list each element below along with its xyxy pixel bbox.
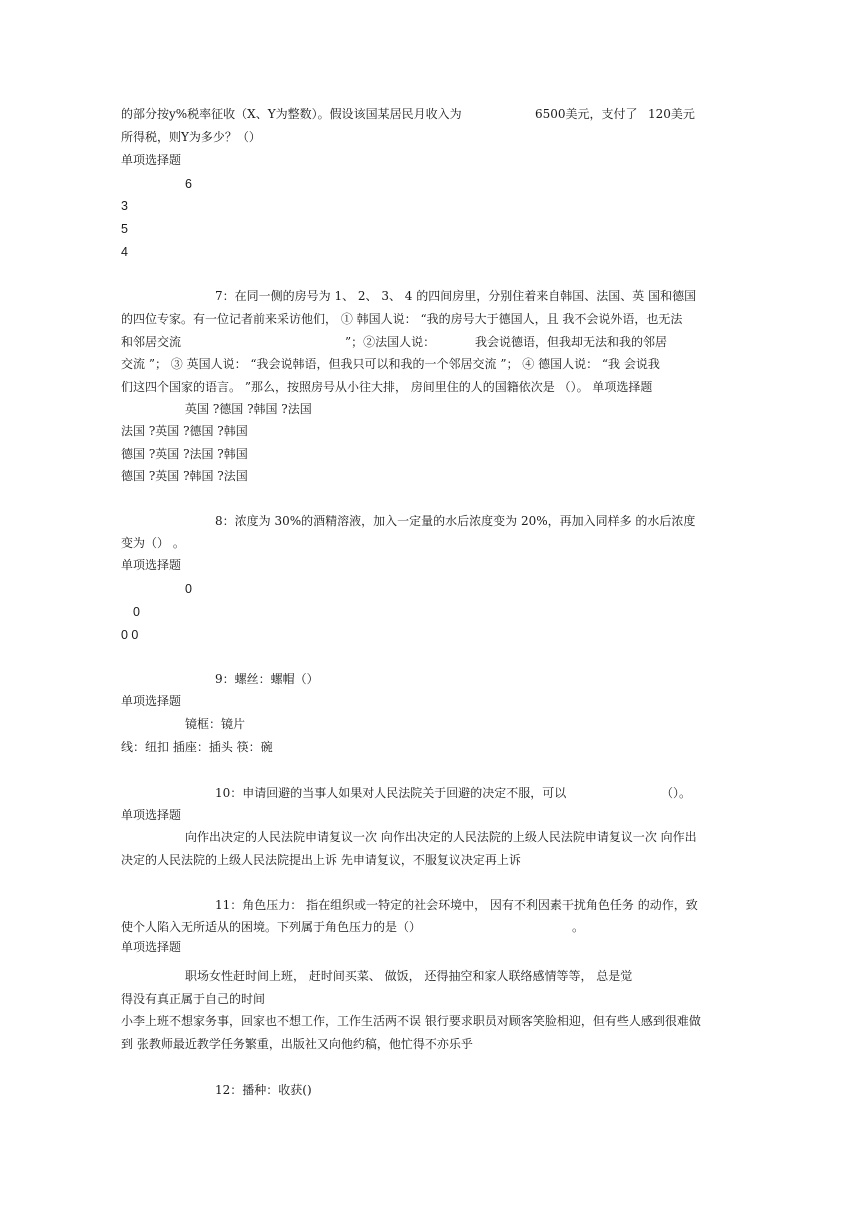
q10-options-line1: 向作出决定的人民法院申请复议一次 向作出决定的人民法院的上级人民法院申请复议一次 向作出 — [185, 830, 697, 844]
q11-text-line2b: 。 — [572, 920, 585, 934]
q6-question-type: 单项选择题 — [121, 153, 182, 167]
q7-option: 法国 ?英国 ?德国 ?韩国 — [121, 424, 248, 438]
q10-question-type: 单项选择题 — [121, 808, 182, 822]
q9-question-type: 单项选择题 — [121, 694, 182, 708]
q7-option: 英国 ?德国 ?韩国 ?法国 — [185, 402, 312, 416]
q8-option: 0 — [133, 605, 140, 619]
q6-text-line2: 所得税，则Y为多少？（） — [121, 130, 261, 144]
q7-text-line3c: 我会说德语，但我却无法和我的邻居 — [475, 335, 668, 349]
q7-text-line4: 交流 ”； ③ 英国人说： “我会说韩语，但我只可以和我的一个邻居交流 ”； ④ 德国人说： “我 会说我 — [121, 357, 660, 371]
q11-options-line2: 得没有真正属于自己的时间 — [121, 992, 266, 1006]
q10-text-line1b: （）。 — [661, 786, 692, 800]
q7-text-line2: 的四位专家。有一位记者前来采访他们， ① 韩国人说： “我的房号大于德国人，且 我不会说外语，也无法 — [121, 312, 683, 326]
q11-options-line1: 职场女性赶时间上班， 赶时间买菜、 做饭， 还得抽空和家人联络感情等等， 总是觉 — [185, 969, 633, 983]
q11-question-type: 单项选择题 — [121, 940, 182, 954]
q8-question-type: 单项选择题 — [121, 558, 182, 572]
q11-text-line1: 11：角色压力： 指在组织或一特定的社会环境中， 因有不利因素干扰角色任务 的动作，致 — [215, 898, 698, 912]
q7-text-line5: 们这四个国家的语言。 ”那么，按照房号从小往大排， 房间里住的人的国籍依次是 （）。 单项选择题 — [121, 380, 653, 394]
q7-text-line1: 7：在同一侧的房号为 1、 2、 3、 4 的四间房里，分别住着来自韩国、法国、英 国和德国 — [215, 289, 697, 303]
q6-text-line1b: 6500美元，支付了 — [535, 107, 638, 121]
q6-text-line1c: 120美元 — [648, 107, 695, 121]
q6-text-line1a: 的部分按y%税率征收（X、Y为整数）。假设该国某居民月收入为 — [121, 107, 462, 121]
q6-option: 4 — [121, 245, 128, 259]
q9-option: 线：纽扣 插座：插头 筷：碗 — [121, 740, 273, 754]
q8-text-line2: 变为（） 。 — [121, 536, 185, 550]
q6-option: 5 — [121, 222, 128, 236]
q6-option: 6 — [185, 177, 192, 191]
q11-text-line2a: 使个人陷入无所适从的困境。下列属于角色压力的是（） — [121, 920, 422, 934]
q8-option: 0 — [185, 582, 192, 596]
q11-options-line3: 小李上班不想家务事，回家也不想工作，工作生活两不误 银行要求职员对顾客笑脸相迎，但有些人感到很难做 — [121, 1014, 701, 1028]
q10-options-line2: 决定的人民法院的上级人民法院提出上诉 先申请复议，不服复议决定再上诉 — [121, 853, 521, 867]
q7-text-line3b: ”；②法国人说： — [345, 335, 436, 349]
q7-option: 德国 ?英国 ?韩国 ?法国 — [121, 469, 248, 483]
q8-option: 0 0 — [121, 628, 139, 642]
q9-option: 镜框：镜片 — [185, 717, 246, 731]
q9-text-line1: 9：螺丝：螺帽（） — [215, 672, 319, 686]
q7-option: 德国 ?英国 ?法国 ?韩国 — [121, 447, 248, 461]
q11-options-line4: 到 张教师最近教学任务繁重，出版社又向他约稿，他忙得不亦乐乎 — [121, 1037, 473, 1051]
q6-option: 3 — [121, 199, 128, 213]
q8-text-line1: 8：浓度为 30%的酒精溶液，加入一定量的水后浓度变为 20%，再加入同样多 的水后浓度 — [215, 514, 696, 528]
q12-text-line1: 12：播种：收获() — [215, 1083, 312, 1097]
q7-text-line3a: 和邻居交流 — [121, 335, 182, 349]
q10-text-line1a: 10：申请回避的当事人如果对人民法院关于回避的决定不服，可以 — [215, 786, 567, 800]
